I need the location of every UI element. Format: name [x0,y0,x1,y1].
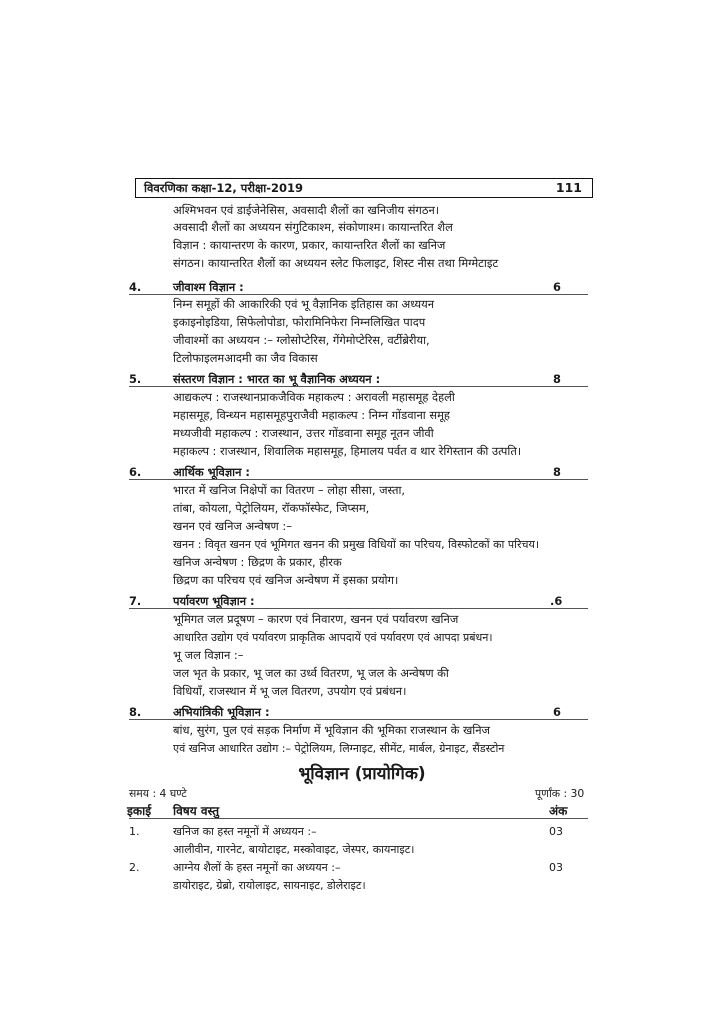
intro-line: अवसादी शैलों का अध्ययन संगुटिकाश्म, संकोणाश्म। कायान्तरित शैल [173,220,453,234]
header-title: विवरणिका कक्षा-12, परीक्षा-2019 [144,181,303,195]
section-8-marks: 6 [553,705,561,719]
practical-item-detail: डायोराइट, ग्रेब्रो, रायोलाइट, सायनाइट, डोलेराइट। [173,879,366,892]
section-rule [129,608,588,609]
section-4-marks: 6 [553,280,561,294]
section-6-line: खनिज अन्वेषण : छिद्रण के प्रकार, हीरक [173,555,342,569]
practical-item-marks: 03 [549,861,563,874]
intro-line: विज्ञान : कायान्तरण के कारण, प्रकार, कायान्तरित शैलों का खनिज [173,238,446,252]
section-4-line: टिलोफाइलमआदमी का जैव विकास [173,351,318,365]
practical-item-number: 1. [129,825,140,838]
section-4-line: निम्न समूहों की आकारिकी एवं भू वैज्ञानिक इतिहास का अध्ययन [173,297,435,311]
section-6-line: खनन एवं खनिज अन्वेषण :– [173,519,292,533]
section-6-number: 6. [129,465,142,479]
section-5-line: आद्यकल्प : राजस्थानप्राकजैविक महाकल्प : अरावली महासमूह देहली [173,390,455,404]
page-header [135,178,593,198]
practical-item-title: खनिज का हस्त नमूनों में अध्ययन :– [173,825,317,838]
exam-time: समय : 4 घण्टे [129,787,187,800]
intro-line: अश्मिभवन एवं डाईजेनेसिस, अवसादी शैलों का खनिजीय संगठन। [173,203,440,217]
section-7-line: जल भृत के प्रकार, भू जल का उर्ध्व वितरण, भू जल के अन्वेषण की [173,666,449,680]
section-5-line: महाकल्प : राजस्थान, शिवालिक महासमूह, हिमालय पर्वत व थार रेगिस्तान की उत्पति। [173,444,522,458]
practical-title: भूविज्ञान (प्रायोगिक) [298,764,426,784]
practical-item-detail: आलीवीन, गारनेट, बायोटाइट, मस्कोवाइट, जेस्पर, कायनाइट। [173,843,415,856]
section-rule [129,294,588,295]
section-6-line: तांबा, कोयला, पेट्रोलियम, रॉकफॉस्फेट, जिप्सम, [173,501,370,515]
section-7-line: विधियाँ, राजस्थान में भू जल वितरण, उपयोग एवं प्रबंधन। [173,684,407,698]
table-header-rule [129,818,588,819]
section-7-marks: .6 [550,594,563,608]
practical-item-number: 2. [129,861,140,874]
section-8-line: बांध, सुरंग, पुल एवं सड़क निर्माण में भूविज्ञान की भूमिका राजस्थान के खनिज [173,723,491,737]
section-7-number: 7. [129,594,142,608]
section-rule [129,719,588,720]
section-7-line: भू जल विज्ञान :– [173,648,244,662]
section-4-title: जीवाश्म विज्ञान : [173,280,244,294]
section-6-line: छिद्रण का परिचय एवं खनिज अन्वेषण में इसका प्रयोग। [173,573,399,587]
section-4-line: जीवाश्मों का अध्ययन :– ग्लोसोप्टेरिस, गेंगेमोप्टेरिस, वर्टीब्रेरीया, [173,333,430,347]
practical-item-title: आग्नेय शैलों के हस्त नमूनों का अध्ययन :– [173,861,341,874]
section-6-title: आर्थिक भूविज्ञान : [173,465,250,479]
section-5-line: मध्यजीवी महाकल्प : राजस्थान, उत्तर गोंडवाना समूह नूतन जीवी [173,426,434,440]
section-7-line: आधारित उद्योग एवं पर्यावरण प्राकृतिक आपदायें एवं पर्यावरण एवं आपदा प्रबंधन। [173,631,493,644]
section-8-line: एवं खनिज आधारित उद्योग :– पेट्रोलियम, लिग्नाइट, सीमेंट, मार्बल, ग्रेनाइट, सैंडस्टोन [173,742,505,755]
section-6-line: खनन : विवृत खनन एवं भूमिगत खनन की प्रमुख विधियों का परिचय, विस्फोटकों का परिचय। [173,538,539,551]
column-subject: विषय वस्तु [173,804,220,818]
section-5-number: 5. [129,372,142,386]
column-marks: अंक [549,804,568,818]
full-marks: पूर्णांक : 30 [535,787,585,800]
column-unit: इकाई [127,804,152,818]
section-6-line: भारत में खनिज निक्षेपों का वितरण – लोहा सीसा, जस्ता, [173,483,406,497]
section-7-title: पर्यावरण भूविज्ञान : [173,594,255,608]
intro-line: संगठन। कायान्तरित शैलों का अध्ययन स्लेट फिलाइट, शिस्ट नीस तथा मिग्मेटाइट [173,256,499,270]
section-5-line: महासमूह, विन्ध्यन महासमूहपुराजैवी महाकल्प : निम्न गोंडवाना समूह [173,408,450,422]
section-5-marks: 8 [553,372,561,386]
section-rule [129,386,588,387]
section-7-line: भूमिगत जल प्रदूषण – कारण एवं निवारण, खनन एवं पर्यावरण खनिज [173,612,459,626]
practical-item-marks: 03 [549,825,563,838]
section-8-number: 8. [129,705,142,719]
section-8-title: अभियांत्रिकी भूविज्ञान : [173,705,270,719]
section-6-marks: 8 [553,465,561,479]
section-4-number: 4. [129,280,142,294]
section-rule [129,479,588,480]
page-number: 111 [555,180,582,195]
section-5-title: संस्तरण विज्ञान : भारत का भू वैज्ञानिक अध्ययन : [173,372,381,386]
section-4-line: इकाइनोइडिया, सिफेलोपोडा, फोरामिनिफेरा निम्नलिखित पादप [173,315,426,329]
